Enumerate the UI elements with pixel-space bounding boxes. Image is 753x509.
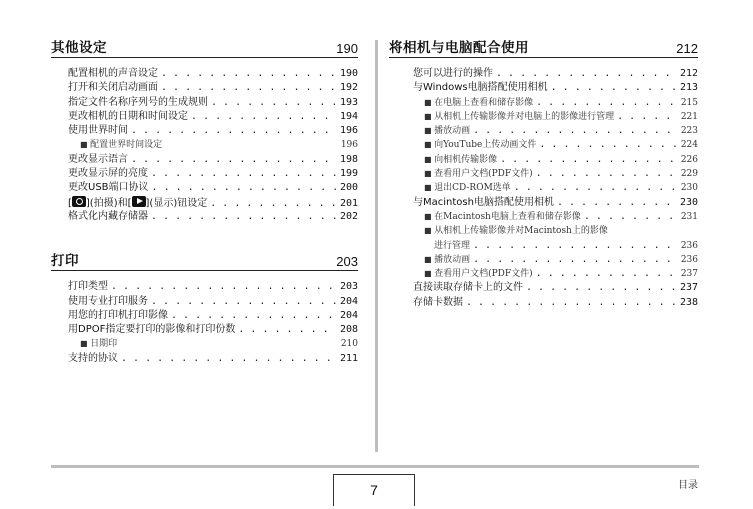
dot-leader [526,281,677,295]
toc-subentry[interactable] [389,138,698,152]
toc-entry[interactable] [389,196,698,210]
toc-entry[interactable] [51,309,358,323]
toc-subentry[interactable] [389,210,698,224]
toc-entry-label: 更改相机的日期和时间设定 [68,110,188,122]
toc-subentry[interactable] [389,224,698,238]
toc-entry-page: 204 [339,309,358,321]
toc-entry[interactable] [51,110,358,124]
toc-entry-page: 213 [679,82,698,94]
dot-leader [151,167,337,181]
toc-subentry[interactable] [389,239,698,253]
toc-entry-label: 更改显示语言 [68,153,128,165]
toc-entry[interactable] [51,196,358,210]
toc-list [51,67,358,224]
toc-entry[interactable] [389,67,698,81]
toc-list [389,67,698,310]
toc-entry-label: 直接读取存储卡上的文件 [413,282,523,294]
toc-entry[interactable] [51,167,358,181]
toc-entry-page: 196 [340,140,358,151]
dot-leader [191,110,337,124]
toc-subentry[interactable] [389,153,698,167]
toc-entry-page: 202 [339,210,358,222]
left-column [51,38,358,366]
toc-entry-label: 格式化内藏存储器 [68,210,148,222]
dot-leader [473,124,678,138]
dot-leader [536,96,678,110]
dot-leader [238,323,337,337]
dot-leader [617,110,678,124]
dot-leader [557,196,677,210]
toc-entry-label: ■ 向相机传输影像 [424,153,497,167]
toc-entry-page: 223 [680,126,698,137]
toc-entry-page: 203 [339,281,358,293]
toc-entry[interactable] [51,67,358,81]
toc-entry-page: 198 [339,153,358,165]
toc-entry[interactable] [51,295,358,309]
dot-leader [171,309,337,323]
toc-entry-label: ■ 在电脑上查看和储存影像 [424,96,533,110]
toc-entry-label: ■ 从相机上传输影像并对电脑上的影像进行管理 [424,110,614,124]
toc-entry-label: ■ 向YouTube上传动画文件 [424,138,536,152]
toc-entry-label: 支持的协议 [68,352,118,364]
toc-entry-label: 更改显示屏的亮度 [68,168,148,180]
toc-entry-label: ■ 播放动画 [424,253,470,267]
toc-entry-page: 224 [680,140,698,151]
toc-subentry[interactable] [389,96,698,110]
label-part: ](拍摄)和[ [85,197,132,209]
toc-entry-page: 192 [339,82,358,94]
toc-subentry[interactable] [389,110,698,124]
toc-entry[interactable] [51,181,358,195]
toc-entry-label: ■ 日期印 [80,337,117,351]
dot-leader [211,96,337,110]
toc-entry-label: 与Macintosh电脑搭配使用相机 [413,196,554,208]
dot-leader [584,210,678,224]
toc-entry-page: 196 [339,125,358,137]
toc-entry-page: 231 [680,211,698,222]
toc-entry[interactable] [389,296,698,310]
toc-entry[interactable] [51,124,358,138]
toc-entry-page: 230 [679,196,698,208]
toc-entry[interactable] [51,352,358,366]
toc-entry-page: 238 [679,296,698,308]
dot-leader [473,253,678,267]
footer-divider [51,465,699,468]
dot-leader [473,239,678,253]
toc-entry-label: 更改USB端口协议 [68,182,149,194]
toc-entry-page: 236 [680,254,698,265]
toc-subentry[interactable] [389,253,698,267]
toc-entry-label: 打印类型 [68,281,108,293]
dot-leader [536,167,678,181]
dot-leader [151,210,337,224]
play-icon [132,196,146,207]
toc-entry-label: 进行管理 [434,240,471,251]
toc-entry-page: 236 [680,240,698,251]
toc-entry[interactable] [51,96,358,110]
toc-entry-label: ■ 查看用户文档(PDF文件) [424,167,533,181]
toc-entry-label [68,196,207,211]
dot-leader [536,267,678,281]
toc-entry-label: 配置相机的声音设定 [68,68,158,79]
toc-entry-page: 221 [680,111,698,122]
dot-leader [210,197,337,211]
toc-subentry[interactable] [389,167,698,181]
toc-subentry[interactable] [389,181,698,195]
dot-leader [500,153,678,167]
toc-entry-page: 230 [680,183,698,194]
toc-entry[interactable] [51,210,358,224]
toc-entry-label: ■ 在Macintosh电脑上查看和储存影像 [424,210,581,224]
label-part: [ [68,197,72,209]
right-column [389,38,698,310]
toc-entry-label: 使用世界时间 [68,125,128,137]
toc-entry-page: 215 [680,97,698,108]
toc-entry-label: 打开和关闭启动画面 [68,82,158,94]
toc-entry-label: 用DPOF指定要打印的影像和打印份数 [68,324,236,336]
section-title: 打印 [51,253,79,270]
toc-entry-page: 201 [339,197,358,209]
toc-entry-label: 与Windows电脑搭配使用相机 [413,82,548,94]
dot-leader [161,81,337,95]
toc-entry-label: ■ 查看用户文档(PDF文件) [424,267,533,281]
toc-entry-page: 200 [339,182,358,194]
toc-entry-label: 使用专业打印服务 [68,295,148,307]
toc-entry-page: 199 [339,168,358,180]
dot-leader [121,352,337,366]
toc-entry[interactable] [389,81,698,95]
toc-entry[interactable] [51,81,358,95]
section-heading[interactable] [389,38,698,58]
toc-entry-label: ■ 播放动画 [424,124,470,138]
toc-entry-label: 您可以进行的操作 [413,68,493,79]
toc-subentry[interactable] [389,124,698,138]
toc-subentry[interactable] [51,337,358,351]
page-number: 7 [333,474,415,506]
toc-entry-label: ■ 从相机上传输影像并对Macintosh上的影像 [424,224,608,238]
toc-entry[interactable] [51,153,358,167]
label-part: ](显示)钮设定 [145,197,208,209]
column-divider [375,40,378,452]
toc-entry-page: 210 [340,339,358,350]
toc-entry-page: 193 [339,96,358,108]
dot-leader [131,124,337,138]
section-heading[interactable] [51,38,358,58]
toc-entry-page: 194 [339,110,358,122]
dot-leader [514,181,678,195]
toc-entry-label: 存储卡数据 [413,296,463,308]
section-page: 203 [336,254,358,270]
camera-icon [72,196,86,207]
toc-entry-page: 190 [339,68,358,79]
toc-list [51,280,358,366]
toc-entry-label: ■ 退出CD-ROM选单 [424,181,511,195]
toc-entry[interactable] [51,323,358,337]
dot-leader [539,138,677,152]
toc-entry[interactable] [389,281,698,295]
toc-entry-page: 211 [339,352,358,364]
toc-entry[interactable] [51,280,358,294]
section-page: 212 [676,41,698,56]
section-heading[interactable] [51,251,358,271]
dot-leader [111,280,337,294]
toc-entry-label: 指定文件名称序列号的生成规则 [68,96,208,108]
dot-leader [152,181,337,195]
toc-entry-page: 237 [680,269,698,280]
section-title: 将相机与电脑配合使用 [389,40,529,56]
toc-entry-page: 204 [339,295,358,307]
dot-leader [151,295,337,309]
toc-subentry[interactable] [51,138,358,152]
dot-leader [161,67,337,81]
toc-entry-page: 229 [680,169,698,180]
dot-leader [496,67,677,81]
toc-entry-page: 208 [339,324,358,336]
toc-entry-label: ■ 配置世界时间设定 [80,138,162,152]
dot-leader [551,81,677,95]
toc-entry-label: 用您的打印机打印影像 [68,309,168,321]
toc-entry-page: 212 [679,68,698,79]
toc-link[interactable]: 目录 [678,480,698,491]
toc-entry-page: 226 [680,154,698,165]
section-page: 190 [336,41,358,56]
toc-entry-page: 237 [679,282,698,294]
dot-leader [131,153,337,167]
section-title: 其他设定 [51,40,107,56]
toc-subentry[interactable] [389,267,698,281]
dot-leader [466,296,677,310]
